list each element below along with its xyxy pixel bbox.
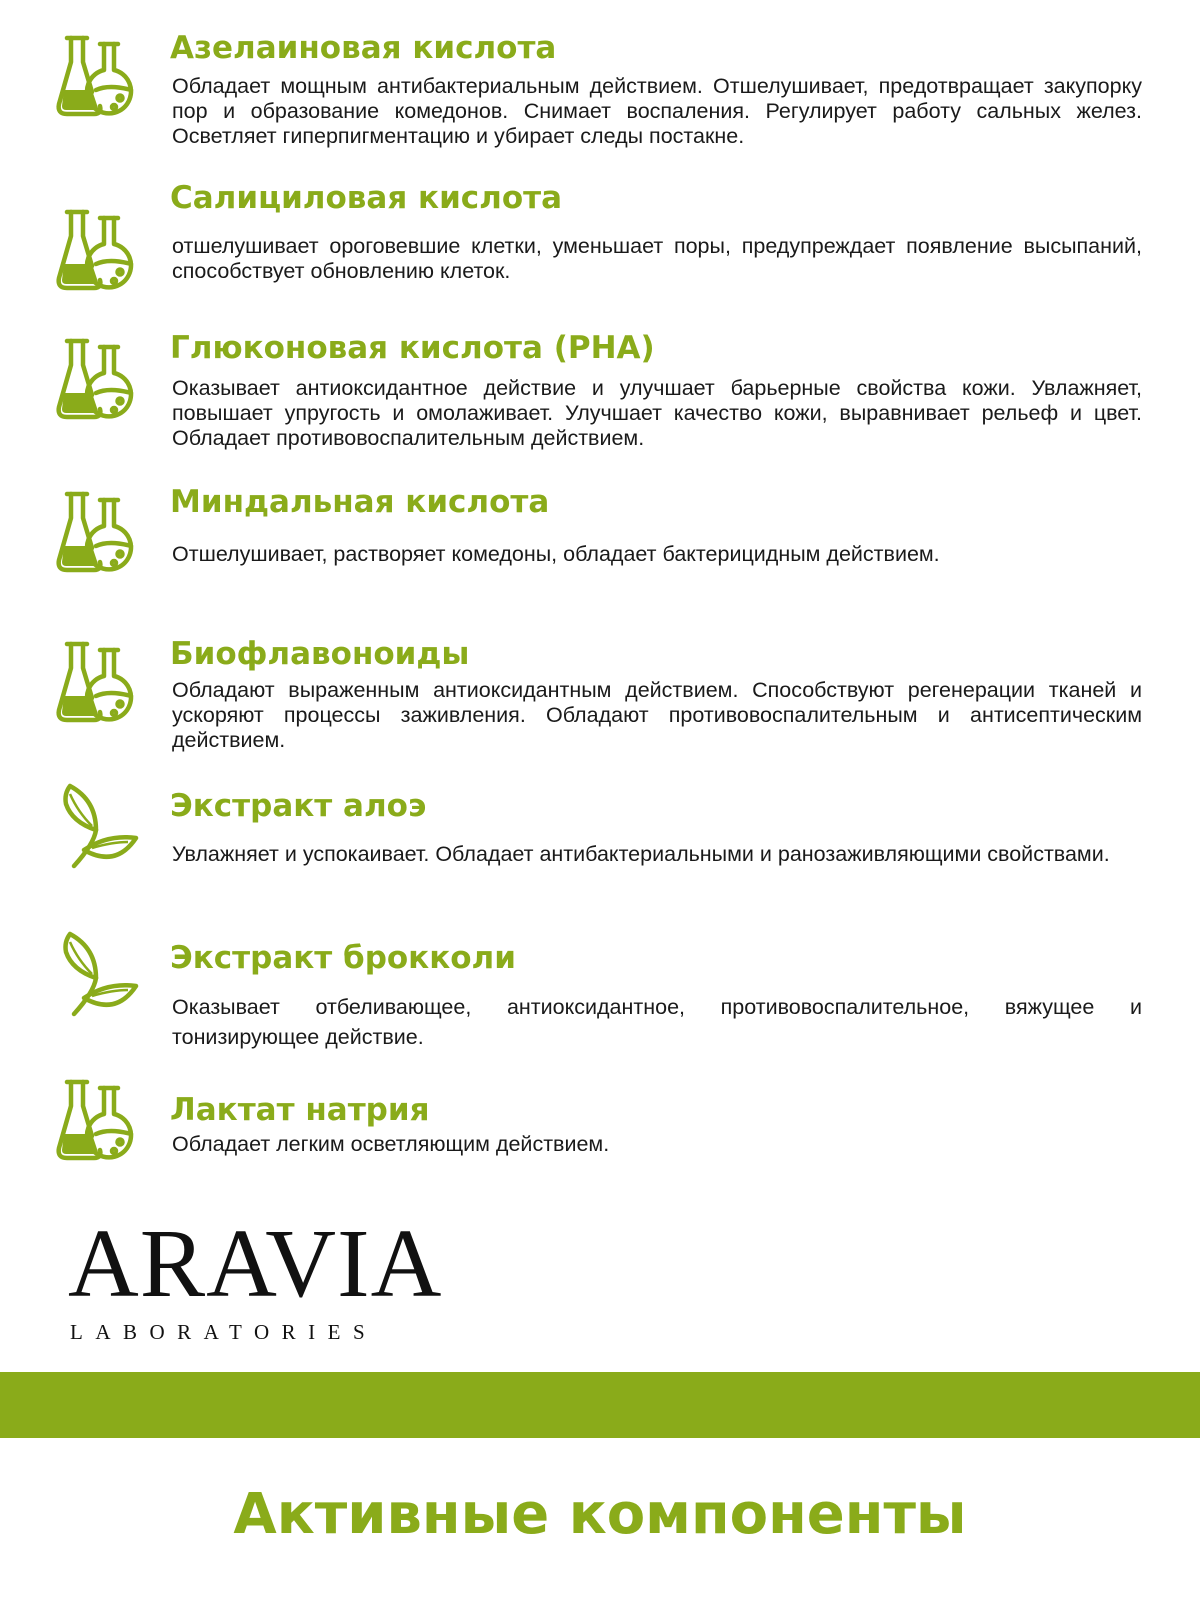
component-description: Оказывает антиоксидантное действие и улучшает барьерные свойства кожи. Увлажняет, повышает упругость и омолаживает. Улучшает качество кожи, выравнивает рельеф и цвет. Обладает противовоспалительным действием. [172, 376, 1142, 450]
component-title: Азелаиновая кислота [170, 30, 557, 66]
component-description: Увлажняет и успокаивает. Обладает антибактериальными и ранозаживляющими свойствами. [172, 842, 1110, 866]
component-description: Отшелушивает, растворяет комедоны, обладает бактерицидным действием. [172, 542, 940, 566]
component-description: отшелушивает ороговевшие клетки, уменьшает поры, предупреждает появление высыпаний, способствует обновлению клеток. [172, 234, 1142, 283]
flask-icon [54, 1076, 144, 1166]
component-title: Экстракт алоэ [170, 788, 427, 824]
component-title: Глюконовая кислота (PHA) [170, 330, 655, 366]
component-description: Обладает легким осветляющим действием. [172, 1132, 610, 1156]
component-description: Оказывает отбеливающее, антиоксидантное, противовоспалительное, вяжущее и тонизирующее действие. [172, 995, 1142, 1049]
leaf-icon [54, 782, 144, 872]
flask-icon [54, 335, 144, 425]
flask-icon [54, 206, 144, 296]
component-title: Экстракт брокколи [170, 940, 516, 976]
flask-icon [54, 32, 144, 122]
leaf-icon [54, 930, 144, 1020]
logo-subtitle: LABORATORIES [70, 1320, 378, 1344]
component-title: Лактат натрия [170, 1092, 430, 1128]
component-description: Обладает мощным антибактериальным действием. Отшелушивает, предотвращает закупорку пор и образование комедонов. Снимает воспаления. Регулирует работу сальных желез. Осветляет гиперпигментацию и убирает следы постакне. [172, 74, 1142, 148]
component-title: Миндальная кислота [170, 484, 550, 520]
component-description: Обладают выраженным антиоксидантным действием. Способствуют регенерации тканей и ускоряют процессы заживления. Обладают противовоспалительным и антисептическим действием. [172, 678, 1142, 752]
flask-icon [54, 638, 144, 728]
component-title: Салициловая кислота [170, 180, 563, 216]
flask-icon [54, 488, 144, 578]
aravia-logo [68, 1210, 443, 1345]
page-title: Активные компоненты [233, 1482, 967, 1547]
accent-band [0, 1372, 1200, 1438]
component-title: Биофлавоноиды [170, 636, 470, 672]
logo-wordmark: ARAVIA [68, 1210, 443, 1318]
